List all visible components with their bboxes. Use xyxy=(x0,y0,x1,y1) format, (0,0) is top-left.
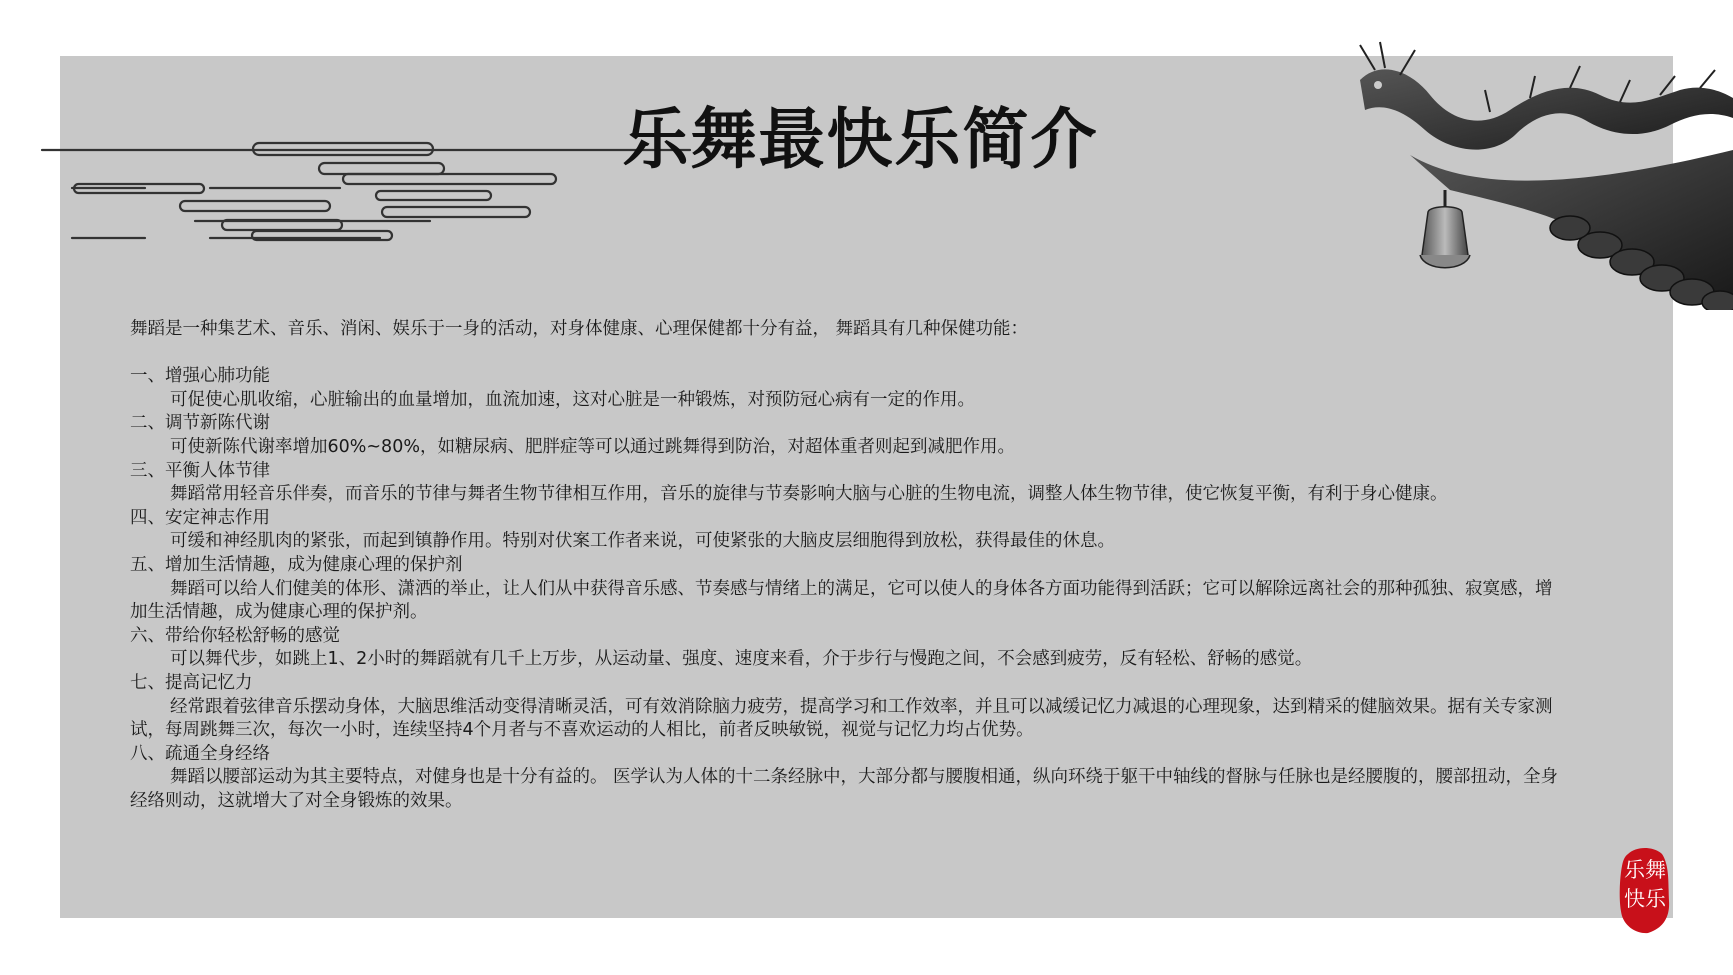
section-heading: 四、安定神志作用 xyxy=(130,507,270,528)
seal-line-2: 快乐 xyxy=(1624,887,1666,911)
section-heading: 一、增强心肺功能 xyxy=(130,366,270,387)
article-body xyxy=(130,318,1565,813)
section-body: 可缓和神经肌肉的紧张，而起到镇静作用。特别对伏案工作者来说，可使紧张的大脑皮层细胞得到放松，获得最佳的休息。 xyxy=(170,531,1115,552)
seal-line-1: 乐舞 xyxy=(1624,858,1666,882)
section-body: 舞蹈可以给人们健美的体形、潇洒的举止，让人们从中获得音乐感、节奏感与情绪上的满足，它可以使人的身体各方面功能得到活跃；它可以解除远离社会的那种孤独、寂寞感，增加生活情趣，成为健康心理的保护剂。 xyxy=(130,578,1553,623)
section-body: 经常跟着弦律音乐摆动身体，大脑思维活动变得清晰灵活，可有效消除脑力疲劳，提高学习和工作效率，并且可以减缓记忆力减退的心理现象，达到精采的健脑效果。据有关专家测试，每周跳舞三次，每次一小时，连续坚持4个月者与不喜欢运动的人相比，前者反映敏锐，视觉与记忆力均占优势。 xyxy=(130,696,1553,741)
section-heading: 五、增加生活情趣，成为健康心理的保护剂 xyxy=(130,554,463,575)
intro-paragraph: 舞蹈是一种集艺术、音乐、消闲、娱乐于一身的活动，对身体健康、心理保健都十分有益， 舞蹈具有几种保健功能： xyxy=(130,319,1029,339)
section-heading: 三、平衡人体节律 xyxy=(130,460,270,481)
section-heading: 二、调节新陈代谢 xyxy=(130,413,270,434)
section-heading: 八、疏通全身经络 xyxy=(130,743,270,764)
section-body: 可使新陈代谢率增加60%~80%，如糖尿病、肥胖症等可以通过跳舞得到防治，对超体重者则起到减肥作用。 xyxy=(170,436,1015,457)
section-body: 舞蹈常用轻音乐伴奏，而音乐的节律与舞者生物节律相互作用，音乐的旋律与节奏影响大脑与心脏的生物电流，调整人体生物节律，使它恢复平衡，有利于身心健康。 xyxy=(170,484,1448,505)
section-body: 可以舞代步，如跳上1、2小时的舞蹈就有几千上万步，从运动量、强度、速度来看，介于步行与慢跑之间，不会感到疲劳，反有轻松、舒畅的感觉。 xyxy=(170,649,1313,670)
seal-text xyxy=(1620,856,1670,914)
page-title: 乐舞最快乐简介 xyxy=(622,100,1099,178)
section-body: 可促使心肌收缩，心脏输出的血量增加，血流加速，这对心脏是一种锻炼，对预防冠心病有一定的作用。 xyxy=(170,389,975,410)
section-body: 舞蹈以腰部运动为其主要特点，对健身也是十分有益的。 医学认为人体的十二条经脉中，大部分都与腰腹相通，纵向环绕于躯干中轴线的督脉与任脉也是经腰腹的，腰部扭动，全身经络则动，这就增大了对全身锻炼的效果。 xyxy=(130,767,1559,811)
section-heading: 七、提高记忆力 xyxy=(130,672,253,693)
section-heading: 六、带给你轻松舒畅的感觉 xyxy=(130,625,340,646)
